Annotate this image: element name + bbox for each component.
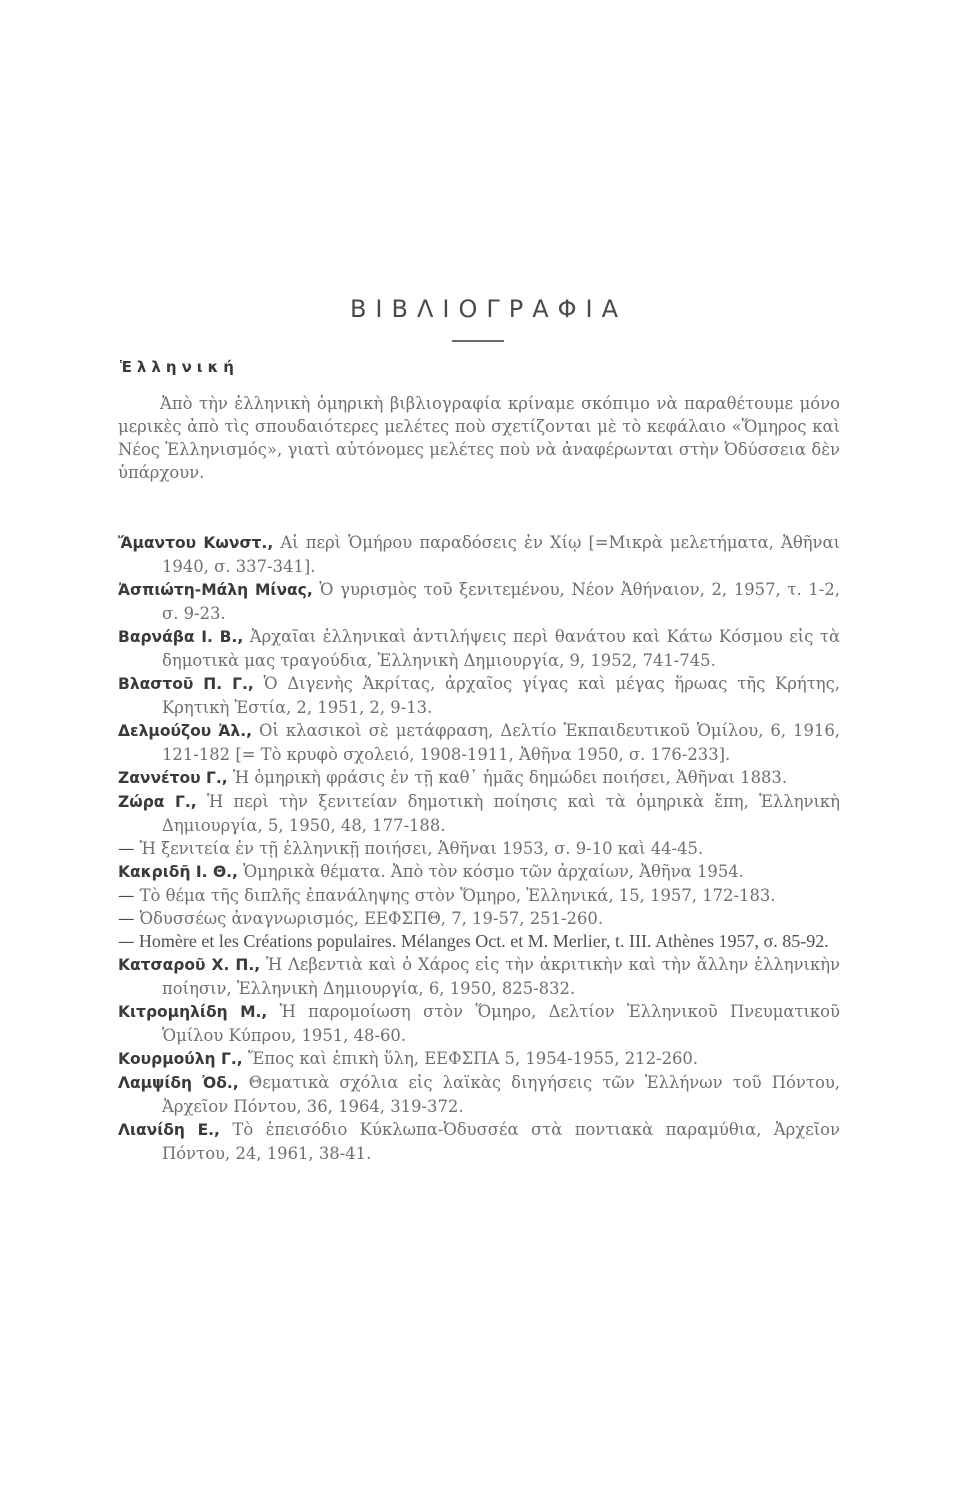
entry-citation: Τὸ θέμα τῆς διπλῆς ἐπανάληψης στὸν Ὅμηρο, Ἑλληνικά, 15, 1957, 172-183. (134, 886, 776, 905)
bibliography-entry (118, 1000, 840, 1047)
bibliography-entry (118, 953, 840, 1000)
bibliography-entry (118, 837, 840, 860)
entry-author: Κουρμούλη Γ., (118, 1050, 243, 1068)
entry-author: Κιτρομηλίδη Μ., (118, 1003, 268, 1021)
entry-citation: Ἡ περὶ τὴν ξενιτείαν δημοτικὴ ποίησις καὶ τὰ ὁμηρικὰ ἔπη, Ἑλληνικὴ Δημιουργία, 5, 1950, 48, 177-188. (162, 792, 840, 835)
entry-citation: Οἱ κλασικοὶ σὲ μετάφραση, Δελτίο Ἐκπαιδευτικοῦ Ὁμίλου, 6, 1916, 121-182 [= Τὸ κρυφὸ σχολειό, 1908-1911, Ἀθῆνα 1950, σ. 176-233]. (162, 721, 840, 764)
intro-paragraph: Ἀπὸ τὴν ἑλληνικὴ ὁμηρικὴ βιβλιογραφία κρίναμε σκόπιμο νὰ παραθέτουμε μόνο μερικὲς ἀπὸ τὶς σπουδαιότερες μελέτες ποὺ σχετίζονται μὲ τὸ κεφάλαιο «Ὅμηρος καὶ Νέος Ἑλληνισμός», γιατὶ αὐτόνομες μελέτες ποὺ νὰ ἀναφέρωνται στὴν Ὀδύσσεια δὲν ὑπάρχουν. (118, 394, 840, 482)
entry-citation: Ἡ Λεβεντιὰ καὶ ὁ Χάρος εἰς τὴν ἀκριτικὴν καὶ τὴν ἄλλην ἑλληνικὴν ποίησιν, Ἑλληνικὴ Δημιουργία, 6, 1950, 825-832. (162, 955, 840, 998)
entry-citation: Ὀδυσσέως ἀναγνωρισμός, ΕΕΦΣΠΘ, 7, 19-57, 251-260. (134, 909, 604, 928)
bibliography-entry (118, 719, 840, 766)
bibliography-list (118, 531, 840, 1165)
ditto-dash: — (118, 909, 135, 928)
title-underline (452, 340, 504, 342)
entry-author: Ἀσπιώτη-Μάλη Μίνας, (118, 581, 313, 599)
bibliography-entry (118, 625, 840, 672)
entry-author: Ζώρα Γ., (118, 793, 197, 811)
bibliography-entry (118, 860, 840, 884)
entry-author: Κακριδῆ Ι. Θ., (118, 863, 238, 881)
entry-citation: Θεματικὰ σχόλια εἰς λαϊκὰς διηγήσεις τῶν Ἑλλήνων τοῦ Πόντου, Ἀρχεῖον Πόντου, 36, 1964, 319-372. (162, 1073, 840, 1116)
entry-author: Δελμούζου Ἀλ., (118, 722, 252, 740)
entry-citation: Homère et les Créations populaires. Mélanges Oct. et M. Merlier, t. III. Athènes 1957, σ. 85-92. (134, 931, 829, 951)
section-heading: Ἑλληνική (120, 358, 239, 376)
bibliography-entry (118, 907, 840, 930)
bibliography-entry (118, 672, 840, 719)
bibliography-entry (118, 1071, 840, 1118)
entry-author: Ἄμαντου Κωνστ., (118, 534, 274, 552)
ditto-dash: — (118, 886, 135, 905)
entry-author: Ζαννέτου Γ., (118, 769, 228, 787)
entry-author: Βλαστοῦ Π. Γ., (118, 675, 254, 693)
entry-author: Λιανίδη Ε., (118, 1121, 220, 1139)
entry-author: Βαρνάβα Ι. Β., (118, 628, 244, 646)
entry-citation: Ὁμηρικὰ θέματα. Ἀπὸ τὸν κόσμο τῶν ἀρχαίων, Ἀθῆνα 1954. (237, 862, 744, 881)
entry-citation: Ἡ ξενιτεία ἐν τῇ ἑλληνικῇ ποιήσει, Ἀθῆναι 1953, σ. 9-10 καὶ 44-45. (134, 839, 704, 858)
entry-citation: Τὸ ἐπεισόδιο Κύκλωπα-Ὀδυσσέα στὰ ποντιακὰ παραμύθια, Ἀρχεῖον Πόντου, 24, 1961, 38-41. (162, 1120, 840, 1163)
bibliography-entry (118, 531, 840, 578)
bibliography-entry (118, 930, 840, 953)
bibliography-entry (118, 766, 840, 790)
page-title: ΒΙΒΛΙΟΓΡΑΦΙΑ (349, 295, 628, 323)
bibliography-entry (118, 884, 840, 907)
bibliography-entry (118, 578, 840, 625)
entry-author: Λαμψίδη Ὀδ., (118, 1074, 239, 1092)
entry-citation: Ἀρχαῖαι ἑλληνικαὶ ἀντιλήψεις περὶ θανάτου καὶ Κάτω Κόσμου εἰς τὰ δημοτικὰ μας τραγούδια, Ἑλληνικὴ Δημιουργία, 9, 1952, 741-745. (162, 627, 841, 670)
ditto-dash: — (118, 932, 135, 951)
entry-citation: Ὁ Διγενὴς Ἀκρίτας, ἀρχαῖος γίγας καὶ μέγας ἥρωας τῆς Κρήτης, Κρητικὴ Ἑστία, 2, 1951, 2, 9-13. (162, 674, 840, 717)
entry-citation: Ἔπος καὶ ἐπικὴ ὕλη, ΕΕΦΣΠΑ 5, 1954-1955, 212-260. (242, 1049, 699, 1068)
entry-citation: Ὁ γυρισμὸς τοῦ ξενιτεμένου, Νέον Ἀθήναιον, 2, 1957, τ. 1-2, σ. 9-23. (162, 580, 840, 623)
entry-citation: Ἡ παρομοίωση στὸν Ὅμηρο, Δελτίον Ἑλληνικοῦ Πνευματικοῦ Ὁμίλου Κύπρου, 1951, 48-60. (162, 1002, 840, 1045)
ditto-dash: — (118, 839, 135, 858)
entry-citation: Ἡ ὁμηρικὴ φράσις ἐν τῇ καθ᾿ ἡμᾶς δημώδει ποιήσει, Ἀθῆναι 1883. (227, 768, 788, 787)
bibliography-entry (118, 1118, 840, 1165)
entry-citation: Αἱ περὶ Ὁμήρου παραδόσεις ἐν Χίῳ [=Μικρὰ μελετήματα, Ἀθῆναι 1940, σ. 337-341]. (162, 533, 841, 576)
bibliography-entry (118, 1047, 840, 1071)
entry-author: Κατσαροῦ Χ. Π., (118, 956, 261, 974)
bibliography-entry (118, 790, 840, 837)
